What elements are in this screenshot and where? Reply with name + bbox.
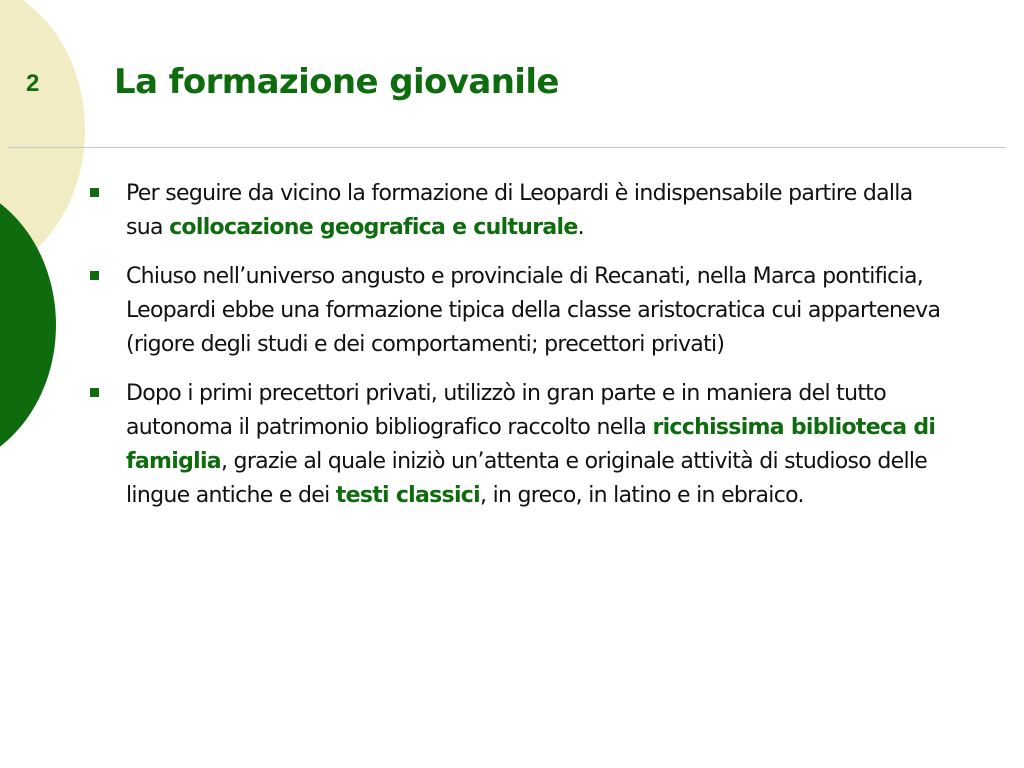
bullet-highlight: testi classici: [335, 483, 480, 508]
bullet-item: [90, 177, 950, 245]
bullet-square-icon: [90, 188, 99, 197]
bullet-text: , grazie al quale iniziò un’attenta e originale attività di studioso delle lingue antiche e dei: [126, 449, 928, 508]
bullet-highlight: collocazione geografica e culturale: [169, 215, 578, 240]
bullet-text: Chiuso nell’universo angusto e provinciale di Recanati, nella Marca pontificia, Leopardi ebbe una formazione tipica della classe aristocratica cui apparteneva (rigore degli studi e dei comportamenti; precettori privati): [126, 264, 941, 357]
slide-title: La formazione giovanile: [114, 62, 559, 102]
bullet-square-icon: [90, 271, 99, 280]
title-divider: [8, 147, 1006, 148]
bullet-item: [90, 377, 950, 513]
slide-number: 2: [26, 70, 40, 97]
bullet-text: Dopo i primi precettori privati, utilizzò in gran parte e in maniera del tutto autonoma il patrimonio bibliografico raccolto nella: [126, 381, 886, 440]
bullet-list: [90, 177, 950, 528]
bullet-text: .: [577, 215, 584, 240]
bullet-square-icon: [90, 388, 99, 397]
bullet-highlight: ricchissima biblioteca di famiglia: [126, 415, 936, 474]
bullet-text: Per seguire da vicino la formazione di Leopardi è indispensabile partire dalla sua: [126, 181, 913, 240]
bullet-text: , in greco, in latino e in ebraico.: [479, 483, 804, 508]
bullet-item: [90, 260, 950, 362]
